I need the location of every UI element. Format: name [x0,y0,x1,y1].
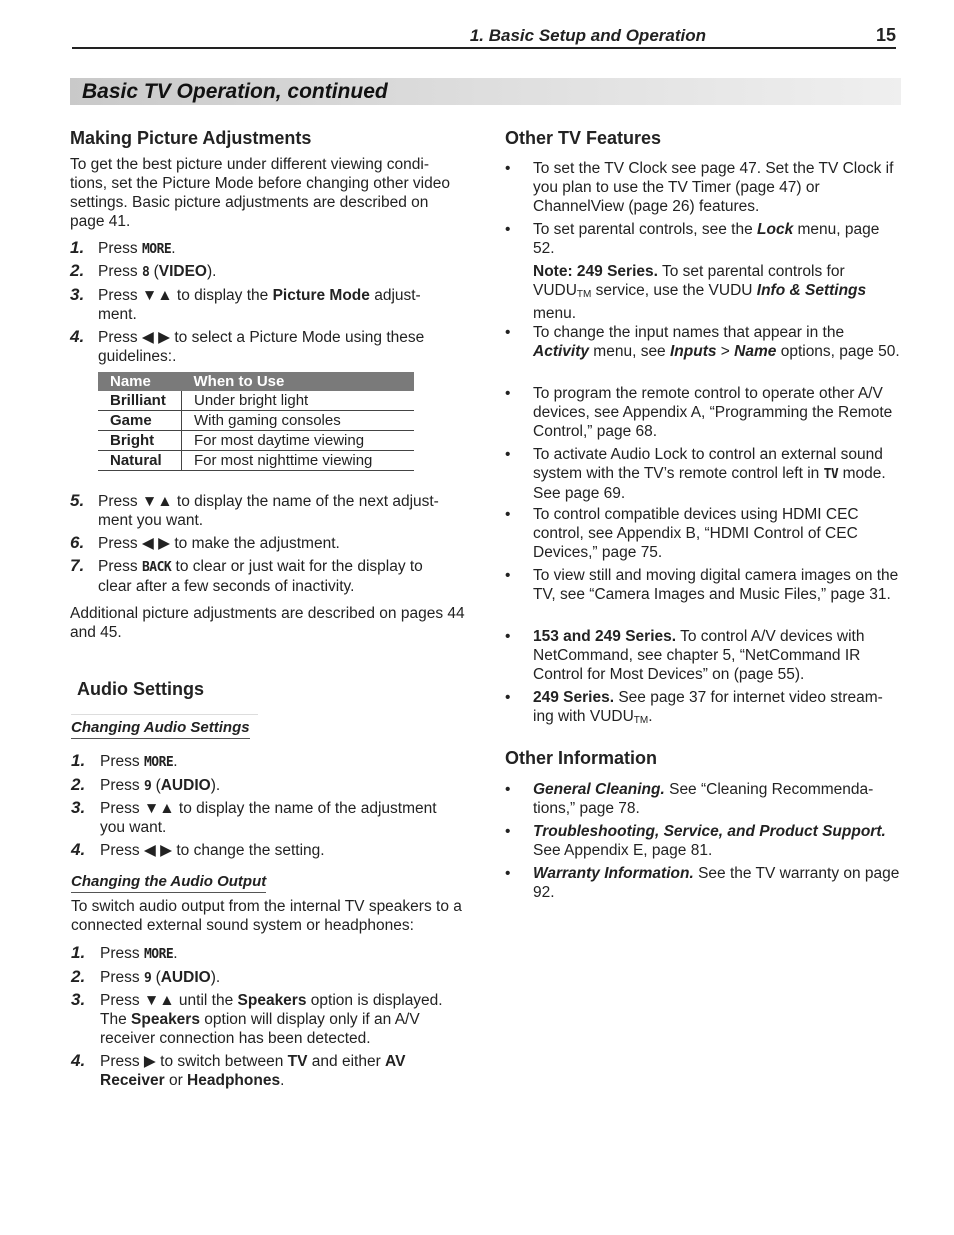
audio-step-3: Press ▼▲ to display the name of the adjustment you want. [100,800,437,836]
bullet: • [505,823,511,840]
output-step-3: Press ▼▲ until the Speakers option is displayed. The Speakers option will display only if an A/V receiver connection has been detected. [100,992,443,1047]
feature-item: To view still and moving digital camera images on the TV, see “Camera Images and Music Files,” page 31. [533,567,899,603]
other-information-heading: Other Information [505,748,657,768]
feature-item: To program the remote control to operate other A/V devices, see Appendix A, “Programming the Remote Control,” page 68. [533,385,893,440]
audio-step-2: Press 9 (AUDIO). [100,777,221,794]
audio-settings-heading: Audio Settings [77,679,204,699]
step-number: 2. [71,775,86,794]
info-item: Troubleshooting, Service, and Product Support. See Appendix E, page 81. [533,823,886,859]
chapter-title: 1. Basic Setup and Operation [469,26,706,45]
table-row: Bright For most daytime viewing [98,431,414,451]
table-row: Game With gaming consoles [98,411,414,431]
other-tv-features-heading: Other TV Features [505,128,662,148]
feature-item: To set parental controls, see the Lock menu, page 52. [533,221,880,257]
picture-step-2: Press 8 (VIDEO). [98,263,217,280]
step-number: 7. [70,556,85,575]
bullet: • [505,324,511,341]
step-number: 6. [70,533,85,552]
picture-outro: Additional picture adjustments are described on pages 44 and 45. [70,605,465,641]
subheading-rule [71,714,258,715]
step-number: 5. [70,491,85,510]
audio-output-intro: To switch audio output from the internal TV speakers to a connected external sound system or headphones: [71,898,462,934]
page-number: 15 [876,25,897,45]
info-item: Warranty Information. See the TV warranty on page 92. [533,865,900,901]
feature-item: 249 Series. See page 37 for internet video stream-ing with $VUDU_{TM}$. [533,689,883,726]
step-number: 2. [70,261,85,280]
table-row: Brilliant Under bright light [98,391,414,411]
audio-step-1: Press MORE. [100,753,178,770]
table-header-name: Name [98,372,182,391]
picture-step-5: Press ▼▲ to display the name of the next adjust-ment you want. [98,493,439,529]
step-number: 4. [70,327,85,346]
bullet: • [505,567,511,584]
feature-item: 153 and 249 Series. To control A/V devices with NetCommand, see chapter 5, “NetCommand IR Control for Most Devices” on (page 55). [533,628,865,683]
bullet: • [505,385,511,402]
output-step-1: Press MORE. [100,945,178,962]
bullet: • [505,221,511,238]
picture-adjustments-heading: Making Picture Adjustments [70,128,312,148]
step-number: 1. [70,238,85,257]
step-number: 1. [71,943,86,962]
bullet: • [505,689,511,706]
feature-note: Note: 249 Series. To set parental controls for $VUDU_{TM}$ service, use the VUDU Info & Settings menu. [533,263,867,322]
step-number: 3. [71,990,86,1009]
picture-intro: To get the best picture under different viewing condi-tions, set the Picture Mode before changing other video settings. Basic picture adjustments are described on page 41. [70,156,450,230]
feature-item: To control compatible devices using HDMI CEC control, see Appendix B, “HDMI Control of CEC Devices,” page 75. [533,506,859,561]
table-header-when: When to Use [182,372,414,391]
picture-mode-table [98,372,414,471]
bullet: • [505,628,511,645]
table-row: Natural For most nighttime viewing [98,451,414,471]
picture-step-1: Press MORE. [98,240,176,257]
section-banner-title: Basic TV Operation, continued [82,80,388,103]
audio-step-4: Press ◀ ▶ to change the setting. [100,842,325,859]
feature-item: To activate Audio Lock to control an external sound system with the TV’s remote control left in TV mode. See page 69. [533,446,886,502]
picture-step-7: Press BACK to clear or just wait for the display to clear after a few seconds of inactivity. [98,558,423,595]
feature-item: To change the input names that appear in the Activity menu, see Inputs > Name options, page 50. [533,324,900,360]
bullet: • [505,865,511,882]
step-number: 1. [71,751,86,770]
step-number: 4. [71,840,86,859]
step-number: 2. [71,967,86,986]
changing-audio-settings-subheading: Changing Audio Settings [71,718,250,739]
header-rule [72,47,896,49]
bullet: • [505,506,511,523]
picture-step-4: Press ◀ ▶ to select a Picture Mode using these guidelines:. [98,329,425,365]
feature-item: To set the TV Clock see page 47. Set the TV Clock if you plan to use the TV Timer (page 47) or ChannelView (page 26) features. [533,160,894,215]
output-step-2: Press 9 (AUDIO). [100,969,221,986]
info-item: General Cleaning. See “Cleaning Recommenda-tions,” page 78. [533,781,874,817]
picture-step-6: Press ◀ ▶ to make the adjustment. [98,535,340,552]
step-number: 3. [70,285,85,304]
step-number: 4. [71,1051,86,1070]
output-step-4: Press ▶ to switch between TV and either AV Receiver or Headphones. [100,1053,406,1089]
bullet: • [505,446,511,463]
bullet: • [505,160,511,177]
step-number: 3. [71,798,86,817]
bullet: • [505,781,511,798]
changing-audio-output-subheading: Changing the Audio Output [71,872,266,893]
picture-step-3: Press ▼▲ to display the Picture Mode adjust-ment. [98,287,421,323]
